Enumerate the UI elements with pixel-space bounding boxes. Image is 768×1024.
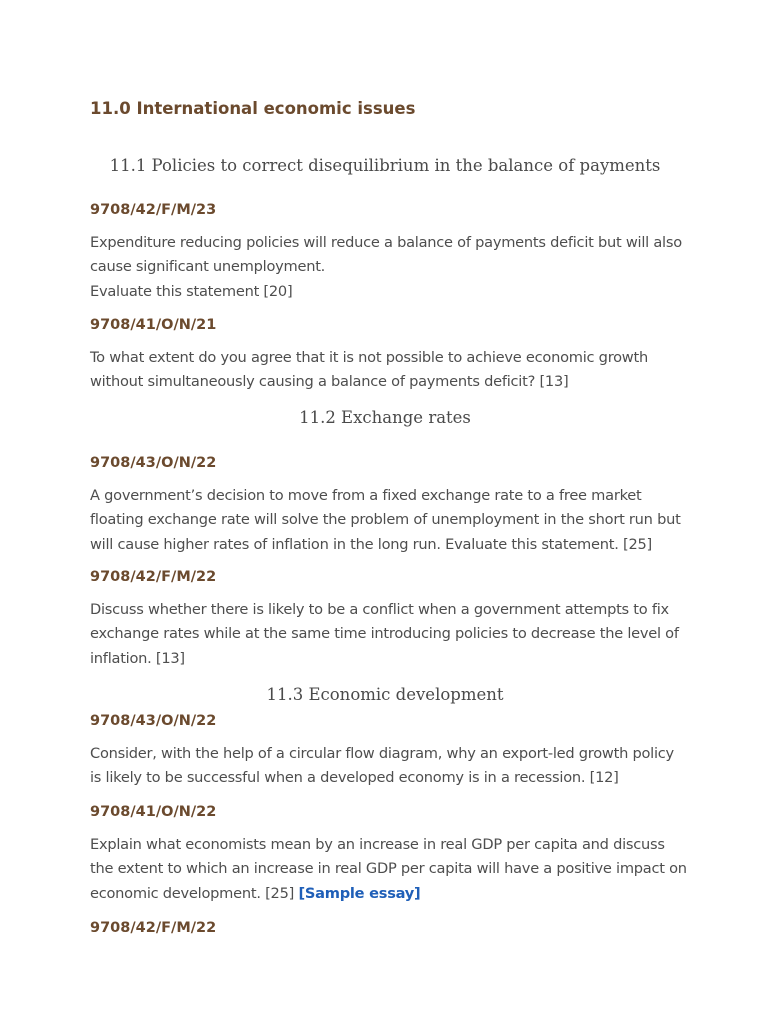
- question-text: [90, 346, 682, 395]
- question-text-line: Evaluate this statement [20]: [90, 282, 293, 300]
- question-text-line: [90, 882, 682, 906]
- question-text-line: Explain what economists mean by an increase in real GDP per capita and discuss: [90, 836, 665, 853]
- question-text-line-end: economic development. [25]: [90, 884, 295, 902]
- question-text-line: floating exchange rate will solve the problem of unemployment in the short run but: [90, 511, 681, 529]
- question-text-line: Consider, with the help of a circular flow diagram, why an export-led growth policy: [90, 745, 674, 762]
- sample-essay-link[interactable]: [Sample essay]: [298, 884, 421, 902]
- question-text-line: will cause higher rates of inflation in the long run. Evaluate this statement. [25]: [90, 535, 652, 553]
- question-text-line: Discuss whether there is likely to be a conflict when a government attempts to fix: [90, 601, 669, 618]
- question-code: 9708/43/O/N/22: [90, 713, 217, 729]
- question-text-line: A government’s decision to move from a fixed exchange rate to a free market: [90, 487, 642, 504]
- section-title-11-2: 11.2 Exchange rates: [299, 408, 471, 427]
- question-text: [90, 833, 687, 906]
- question-text-line: the extent to which an increase in real GDP per capita will have a positive impact on: [90, 860, 687, 878]
- question-text-line: To what extent do you agree that it is not possible to achieve economic growth: [90, 349, 648, 366]
- question-text-line: cause significant unemployment.: [90, 258, 326, 276]
- question-code: 9708/42/F/M/23: [90, 202, 217, 218]
- question-text: [90, 231, 682, 304]
- question-text-line: inflation. [13]: [90, 649, 185, 667]
- question-text-line: is likely to be successful when a developed economy is in a recession. [12]: [90, 769, 619, 787]
- section-title-11-1: 11.1 Policies to correct disequilibrium in the balance of payments: [109, 156, 661, 175]
- section-title-11-3: 11.3 Economic development: [266, 685, 504, 704]
- question-text: [90, 484, 682, 557]
- question-code: 9708/41/O/N/22: [90, 804, 217, 820]
- chapter-heading: 11.0 International economic issues: [90, 99, 416, 118]
- question-code: 9708/42/F/M/22: [90, 569, 217, 585]
- question-text-line: without simultaneously causing a balance of payments deficit? [13]: [90, 373, 569, 391]
- question-code: 9708/41/O/N/21: [90, 317, 217, 333]
- question-code: 9708/43/O/N/22: [90, 455, 217, 471]
- question-code: 9708/42/F/M/22: [90, 920, 217, 936]
- question-text-line: exchange rates while at the same time introducing policies to decrease the level of: [90, 625, 679, 643]
- question-text: [90, 742, 682, 791]
- question-text-line: Expenditure reducing policies will reduce a balance of payments deficit but will also: [90, 234, 682, 251]
- question-text: [90, 598, 682, 671]
